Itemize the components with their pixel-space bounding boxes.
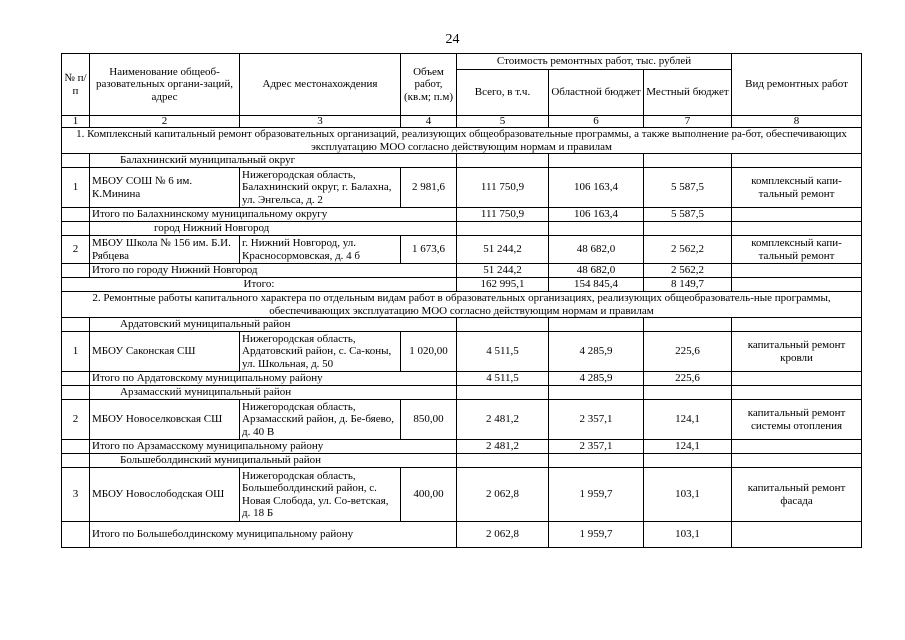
header-col-local: Местный бюджет <box>644 70 732 116</box>
table-row <box>62 332 862 372</box>
cost-local: 2 562,2 <box>644 236 732 264</box>
district-row <box>62 318 862 332</box>
repair-type: комплексный капи-тальный ремонт <box>732 168 862 208</box>
row-no: 1 <box>62 332 90 372</box>
grand-total-regional: 154 845,4 <box>549 278 644 292</box>
district-name: Балахнинский муниципальный округ <box>90 154 457 168</box>
subtotal-regional: 4 285,9 <box>549 372 644 386</box>
subtotal-local: 5 587,5 <box>644 208 732 222</box>
cost-regional: 4 285,9 <box>549 332 644 372</box>
cost-regional: 106 163,4 <box>549 168 644 208</box>
school-name: МБОУ Новоселковская СШ <box>90 400 240 440</box>
header-col-regional: Областной бюджет <box>549 70 644 116</box>
subtotal-label: Итого по Балахнинскому муниципальному округу <box>90 208 457 222</box>
cost-local: 5 587,5 <box>644 168 732 208</box>
subtotal-total: 4 511,5 <box>457 372 549 386</box>
subtotal-total: 51 244,2 <box>457 264 549 278</box>
subtotal-total: 111 750,9 <box>457 208 549 222</box>
district-name: город Нижний Новгород <box>90 222 457 236</box>
subtotal-row <box>62 208 862 222</box>
cost-regional: 2 357,1 <box>549 400 644 440</box>
cost-local: 103,1 <box>644 468 732 522</box>
district-name: Арзамасский муниципальный район <box>90 386 457 400</box>
cost-total: 2 481,2 <box>457 400 549 440</box>
row-no: 2 <box>62 236 90 264</box>
district-name: Ардатовский муниципальный район <box>90 318 457 332</box>
school-name: МБОУ Новослободская ОШ <box>90 468 240 522</box>
subtotal-total: 2 481,2 <box>457 440 549 454</box>
repair-type: комплексный капи-тальный ремонт <box>732 236 862 264</box>
school-name: МБОУ Школа № 156 им. Б.И. Рябцева <box>90 236 240 264</box>
column-number: 1 <box>62 116 90 128</box>
section-2-title: 2. Ремонтные работы капитального характера по отдельным видам работ в образовательных организациях, реализующих общеобразователь-ные программы, обеспечивающих эксплуатацию МОО согласно действующим нормам и правилам <box>62 292 862 318</box>
header-col-total: Всего, в т.ч. <box>457 70 549 116</box>
section-title-row <box>62 292 862 318</box>
column-number: 6 <box>549 116 644 128</box>
subtotal-local: 225,6 <box>644 372 732 386</box>
repair-works-table <box>61 53 862 548</box>
district-row <box>62 386 862 400</box>
cost-total: 111 750,9 <box>457 168 549 208</box>
column-number: 3 <box>240 116 401 128</box>
table-row <box>62 168 862 208</box>
district-row <box>62 154 862 168</box>
repair-type: капитальный ремонт кровли <box>732 332 862 372</box>
school-address: Нижегородская область, Ардатовский район, с. Са-коны, ул. Школьная, д. 50 <box>240 332 401 372</box>
row-no: 2 <box>62 400 90 440</box>
header-cost-group: Стоимость ремонтных работ, тыс. рублей <box>457 54 732 70</box>
header-col-name: Наименование общеоб-разовательных органи-заций, адрес <box>90 54 240 116</box>
district-name: Большеболдинский муниципальный район <box>90 454 457 468</box>
cost-regional: 48 682,0 <box>549 236 644 264</box>
subtotal-regional: 106 163,4 <box>549 208 644 222</box>
grand-total-row <box>62 278 862 292</box>
school-name: МБОУ СОШ № 6 им. К.Минина <box>90 168 240 208</box>
school-address: Нижегородская область, Балахнинский округ, г. Балахна, ул. Энгельса, д. 2 <box>240 168 401 208</box>
school-address: г. Нижний Новгород, ул. Красносормовская, д. 4 б <box>240 236 401 264</box>
column-numbers-row <box>62 116 862 128</box>
column-number: 4 <box>401 116 457 128</box>
section-1-title: 1. Комплексный капитальный ремонт образовательных организаций, реализующих общеобразовательные программы, а также выполнение ра-бот, обеспечивающих эксплуатацию МОО согласно действующим нормам и правилам <box>62 128 862 154</box>
column-number: 8 <box>732 116 862 128</box>
repair-type: капитальный ремонт фасада <box>732 468 862 522</box>
repair-type: капитальный ремонт системы отопления <box>732 400 862 440</box>
district-row <box>62 454 862 468</box>
school-address: Нижегородская область, Арзамасский район, д. Бе-бяево, д. 40 В <box>240 400 401 440</box>
table-row <box>62 468 862 522</box>
header-col-no: № п/п <box>62 54 90 116</box>
header-col-address: Адрес местонахождения <box>240 54 401 116</box>
cost-local: 225,6 <box>644 332 732 372</box>
column-number: 5 <box>457 116 549 128</box>
subtotal-label: Итого по городу Нижний Новгород <box>90 264 457 278</box>
table-row <box>62 236 862 264</box>
row-no: 3 <box>62 468 90 522</box>
grand-total-label: Итого: <box>62 278 457 292</box>
row-no: 1 <box>62 168 90 208</box>
work-volume: 1 673,6 <box>401 236 457 264</box>
school-address: Нижегородская область, Большеболдинский район, с. Новая Слобода, ул. Со-ветская, д. 18 Б <box>240 468 401 522</box>
subtotal-row <box>62 372 862 386</box>
subtotal-local: 124,1 <box>644 440 732 454</box>
grand-total-local: 8 149,7 <box>644 278 732 292</box>
cost-local: 124,1 <box>644 400 732 440</box>
table-row <box>62 400 862 440</box>
cost-total: 51 244,2 <box>457 236 549 264</box>
subtotal-local: 2 562,2 <box>644 264 732 278</box>
cost-total: 2 062,8 <box>457 468 549 522</box>
header-col-type: Вид ремонтных работ <box>732 54 862 116</box>
column-number: 7 <box>644 116 732 128</box>
subtotal-regional: 1 959,7 <box>549 522 644 548</box>
subtotal-row <box>62 264 862 278</box>
header-row-1 <box>62 54 862 70</box>
cost-total: 4 511,5 <box>457 332 549 372</box>
subtotal-total: 2 062,8 <box>457 522 549 548</box>
work-volume: 850,00 <box>401 400 457 440</box>
subtotal-label: Итого по Большеболдинскому муниципальному району <box>90 522 457 548</box>
school-name: МБОУ Саконская СШ <box>90 332 240 372</box>
subtotal-local: 103,1 <box>644 522 732 548</box>
work-volume: 400,00 <box>401 468 457 522</box>
work-volume: 2 981,6 <box>401 168 457 208</box>
work-volume: 1 020,00 <box>401 332 457 372</box>
subtotal-row <box>62 440 862 454</box>
grand-total-total: 162 995,1 <box>457 278 549 292</box>
subtotal-regional: 2 357,1 <box>549 440 644 454</box>
page-number: 24 <box>445 32 460 47</box>
column-number: 2 <box>90 116 240 128</box>
subtotal-label: Итого по Арзамасскому муниципальному району <box>90 440 457 454</box>
subtotal-row <box>62 522 862 548</box>
subtotal-label: Итого по Ардатовскому муниципальному району <box>90 372 457 386</box>
section-title-row <box>62 128 862 154</box>
district-row <box>62 222 862 236</box>
cost-regional: 1 959,7 <box>549 468 644 522</box>
subtotal-regional: 48 682,0 <box>549 264 644 278</box>
header-col-volume: Объем работ, (кв.м; п.м) <box>401 54 457 116</box>
